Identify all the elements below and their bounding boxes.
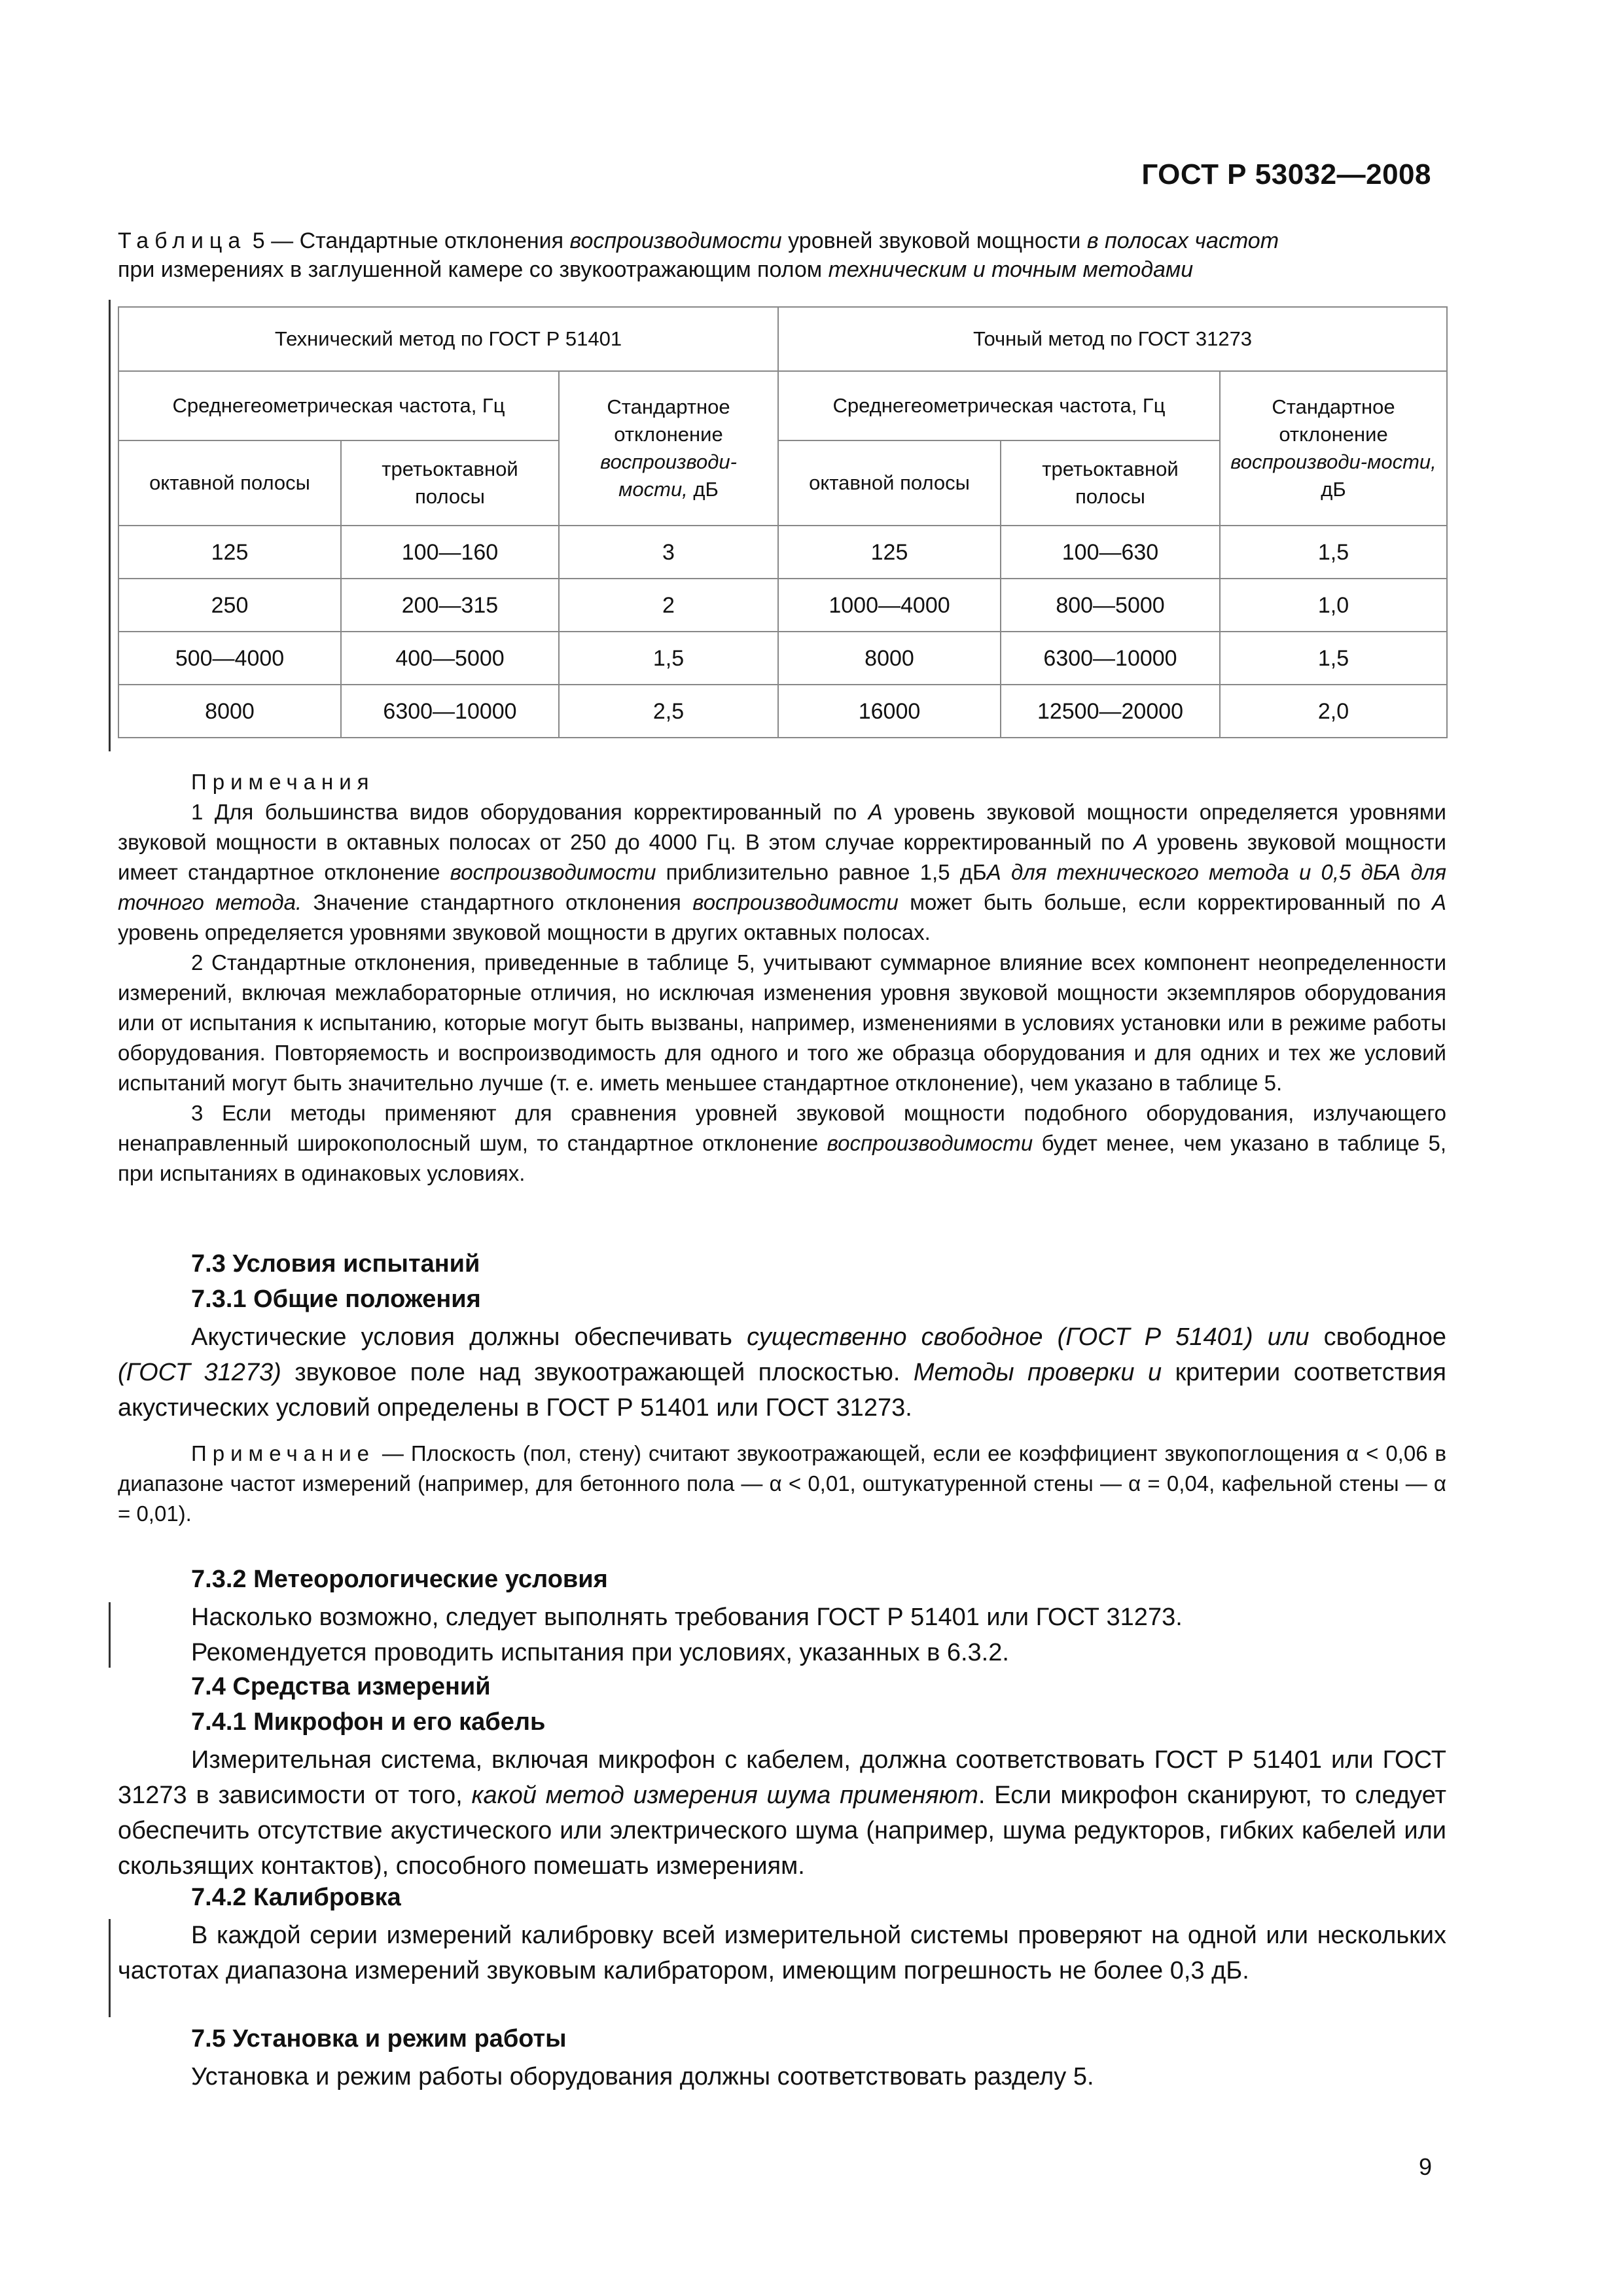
revision-bar (109, 300, 111, 751)
table-caption: Таблица 5 — Стандартные отклонения воспроизводимости уровней звуковой мощности в полосах частот при измерениях в заглушенной камере со звукоотражающим полом техническим и точным методами (118, 228, 1279, 282)
section-heading-7-4-1: 7.4.1 Микрофон и его кабель (191, 1708, 546, 1736)
note-1: 1 Для большинства видов оборудования корректированный по А уровень звуковой мощности определяется уровнями звуковой мощности в октавных полосах от 250 до 4000 Гц. В этом случае корректированный по А уровень звуковой мощности имеет стандартное отклонение воспроизводимости приблизительно равное 1,5 дБА для технического метода и 0,5 дБА для точного метода. Значение стандартного отклонения воспроизводимости может быть больше, если корректированный по А уровень определяется уровнями звуковой мощности в других октавных полосах. (118, 800, 1447, 944)
header-technical-method: Технический метод по ГОСТ Р 51401 (118, 307, 778, 371)
section-heading-7-3: 7.3 Условия испытаний (191, 1250, 480, 1278)
table-caption-label: Таблица (118, 228, 247, 253)
paragraph-7-5: Установка и режим работы оборудования должны соответствовать разделу 5. (191, 2063, 1094, 2090)
paragraph-7-3-1: Акустические условия должны обеспечивать существенно свободное (ГОСТ Р 51401) или свободное (ГОСТ 31273) звуковое поле над звукоотражающей плоскостью. Методы проверки и критерии соответствия акустических условий определены в ГОСТ Р 51401 или ГОСТ 31273. (118, 1323, 1446, 1422)
paragraph-7-4-1: Измерительная система, включая микрофон с кабелем, должна соответствовать ГОСТ Р 51401 или ГОСТ 31273 в зависимости от того, какой метод измерения шума применяют. Если микрофон сканируют, то следует обеспечить отсутствие акустического или электрического шума (например, шума редукторов, гибких кабелей или скользящих контактов), способного помешать измерениям. (118, 1746, 1447, 1880)
note-3: 3 Если методы применяют для сравнения уровней звуковой мощности подобного оборудования, излучающего ненаправленный широкополосный шум, то стандартное отклонение воспроизводимости будет менее, чем указано в таблице 5, при испытаниях в одинаковых условиях. (118, 1101, 1446, 1185)
notes-title: Примечания (191, 770, 375, 794)
header-std-dev-tech: Стандартное отклонение воспроизводи-мости, дБ (559, 371, 778, 526)
section-heading-7-4-2: 7.4.2 Калибровка (191, 1884, 401, 1911)
section-heading-7-4: 7.4 Средства измерений (191, 1673, 491, 1700)
note-7-3-1: Примечание — Плоскость (пол, стену) считают звукоотражающей, если ее коэффициент звукопоглощения α < 0,06 в диапазоне частот измерений (например, для бетонного пола — α < 0,01, оштукатуренной стены — α = 0,04, кафельной стены — α = 0,01). (118, 1441, 1446, 1526)
section-heading-7-3-1: 7.3.1 Общие положения (191, 1285, 481, 1313)
header-frequency-exact: Среднегеометрическая частота, Гц (778, 371, 1220, 440)
header-octave-exact: октавной полосы (778, 440, 1001, 526)
header-frequency-tech: Среднегеометрическая частота, Гц (118, 371, 559, 440)
revision-bar (109, 1602, 111, 1668)
table-caption-number: 5 (252, 228, 265, 253)
header-exact-method: Точный метод по ГОСТ 31273 (778, 307, 1447, 371)
page-number: 9 (1418, 2153, 1432, 2180)
header-third-octave-exact: третьоктавной полосы (1001, 440, 1220, 526)
table-row: 125 100—160 3 125 100—630 1,5 (118, 526, 1447, 579)
paragraph-7-3-2: Насколько возможно, следует выполнять требования ГОСТ Р 51401 или ГОСТ 31273. Рекомендуется проводить испытания при условиях, указанных в 6.3.2. (191, 1604, 1183, 1666)
header-third-octave-tech: третьоктавной полосы (341, 440, 559, 526)
std-deviation-table (118, 306, 1448, 738)
header-octave-tech: октавной полосы (118, 440, 341, 526)
header-std-dev-exact: Стандартное отклонение воспроизводи-мости, дБ (1220, 371, 1447, 526)
table-notes (118, 767, 1446, 1189)
table-row: 500—4000 400—5000 1,5 8000 6300—10000 1,5 (118, 632, 1447, 685)
document-id: ГОСТ Р 53032—2008 (1141, 158, 1431, 190)
section-heading-7-3-2: 7.3.2 Метеорологические условия (191, 1566, 608, 1593)
paragraph-7-4-2: В каждой серии измерений калибровку всей измерительной системы проверяют на одной или нескольких частотах диапазона измерений звуковым калибратором, имеющим погрешность не более 0,3 дБ. (118, 1922, 1446, 1984)
table-row: 250 200—315 2 1000—4000 800—5000 1,0 (118, 579, 1447, 632)
revision-bar (109, 1919, 111, 2017)
table-row: 8000 6300—10000 2,5 16000 12500—20000 2,0 (118, 685, 1447, 738)
note-2: 2 Стандартные отклонения, приведенные в таблице 5, учитывают суммарное влияние всех компонент неопределенности измерений, включая межлабораторные отличия, но исключая изменения уровня звуковой мощности экземпляров оборудования или от испытания к испытанию, которые могут быть вызваны, например, изменениями в условиях установки или в режиме работы оборудования. Повторяемость и воспроизводимость для одного и того же образца оборудования и для одних и тех же условий испытаний могут быть значительно лучше (т. е. иметь меньшее стандартное отклонение), чем указано в таблице 5. (118, 950, 1446, 1095)
section-heading-7-5: 7.5 Установка и режим работы (191, 2025, 567, 2053)
